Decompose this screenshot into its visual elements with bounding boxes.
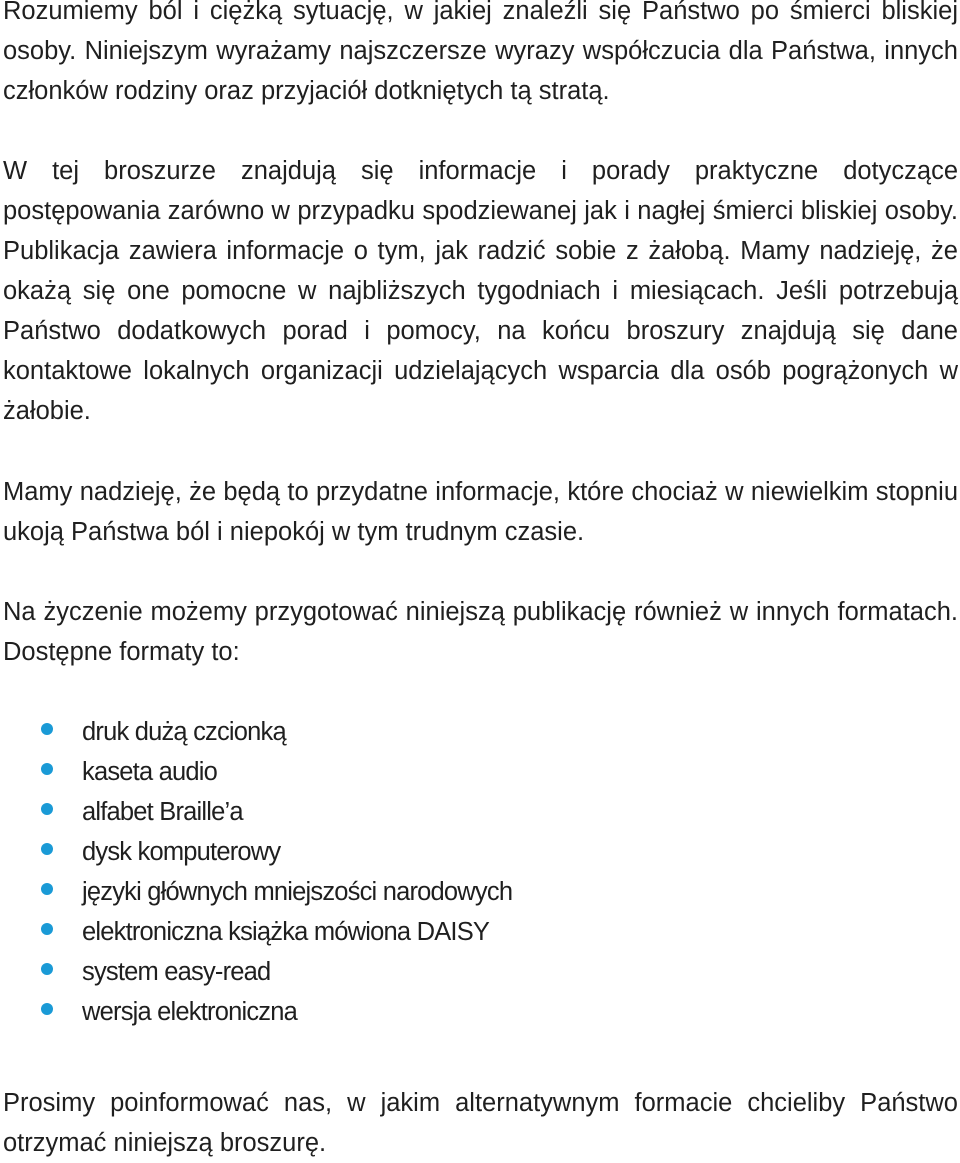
bullet-icon xyxy=(41,923,53,935)
bullet-icon xyxy=(41,883,53,895)
list-item xyxy=(0,992,512,1032)
format-label: system easy-read xyxy=(82,958,271,986)
bullet-icon xyxy=(41,1003,53,1015)
format-label: języki głównych mniejszości narodowych xyxy=(82,878,513,906)
bullet-icon xyxy=(41,723,53,735)
format-label: kaseta audio xyxy=(82,758,218,786)
format-label: dysk komputerowy xyxy=(82,838,281,866)
intro-paragraph: Rozumiemy ból i ciężką sytuację, w jakiej znaleźli się Państwo po śmierci bliskiej osoby. Niniejszym wyrażamy najszczersze wyrazy współczucia dla Państwa, innych członków rodziny oraz przyjaciół dotkniętych tą stratą. xyxy=(3,0,958,105)
hope-paragraph: Mamy nadzieję, że będą to przydatne informacje, które chociaż w niewielkim stopniu ukoją Państwa ból i niepokój w tym trudnym czasie. xyxy=(3,478,958,546)
list-item xyxy=(0,912,512,952)
formats-list xyxy=(0,712,512,1032)
formats-intro-paragraph: Na życzenie możemy przygotować niniejszą publikację również w innych formatach. Dostępne formaty to: xyxy=(3,598,958,666)
format-label: elektroniczna książka mówiona DAISY xyxy=(82,918,490,946)
bullet-icon xyxy=(41,763,53,775)
info-paragraph: W tej broszurze znajdują się informacje i porady praktyczne dotyczące postępowania zarówno w przypadku spodziewanej jak i nagłej śmierci bliskiej osoby. Publikacja zawiera informacje o tym, jak radzić sobie z żałobą. Mamy nadzieję, że okażą się one pomocne w najbliższych tygodniach i miesiącach. Jeśli potrzebują Państwo dodatkowych porad i pomocy, na końcu broszury znajdują się dane kontaktowe lokalnych organizacji udzielających wsparcia dla osób pogrążonych w żałobie. xyxy=(3,157,958,425)
list-item xyxy=(0,952,512,992)
list-item xyxy=(0,752,512,792)
format-label: alfabet Braille’a xyxy=(82,798,243,826)
list-item xyxy=(0,792,512,832)
bullet-icon xyxy=(41,843,53,855)
list-item xyxy=(0,872,512,912)
list-item xyxy=(0,832,512,872)
bullet-icon xyxy=(41,963,53,975)
request-paragraph: Prosimy poinformować nas, w jakim alternatywnym formacie chcieliby Państwo otrzymać niniejszą broszurę. xyxy=(3,1089,958,1157)
format-label: wersja elektroniczna xyxy=(82,998,298,1026)
list-item xyxy=(0,712,512,752)
format-label: druk dużą czcionką xyxy=(82,718,286,746)
bullet-icon xyxy=(41,803,53,815)
